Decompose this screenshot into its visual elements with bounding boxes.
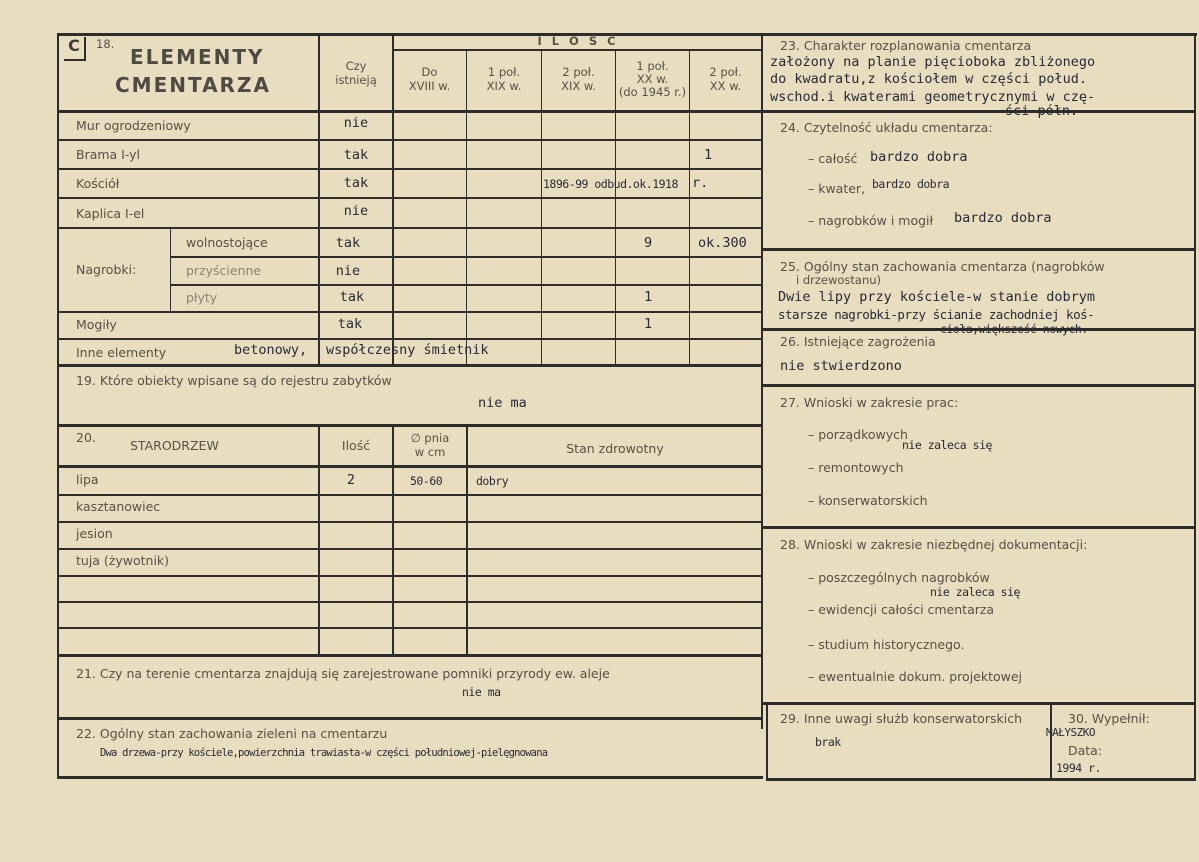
sec20-top-line — [57, 424, 762, 427]
center-divider — [761, 33, 763, 729]
sec20-col-diam-l1: ∅ pnia — [410, 431, 450, 445]
sec28-label: 28. Wnioski w zakresie niezbędnej dokumentacji: — [780, 537, 1088, 552]
sec28-item-4: – ewentualnie dokum. projektowej — [808, 669, 1023, 684]
sec23-line-2: do kwadratu,z kościołem w części połud. — [770, 71, 1087, 87]
sec30-label: 30. Wypełnił: — [1068, 711, 1150, 726]
sec29-label: 29. Inne uwagi służb konserwatorskich — [780, 711, 1022, 726]
row-wolno-exists: tak — [335, 235, 361, 251]
row-mogily-label: Mogiły — [76, 317, 117, 332]
tree-row-1-diam: 50-60 — [410, 474, 443, 488]
row-kosciol-p5: r. — [692, 175, 709, 191]
row-kosciol-exists: tak — [343, 175, 369, 191]
sec19-label: 19. Które obiekty wpisane są do rejestru zabytków — [76, 373, 392, 388]
row-przyscienne-label: przyścienne — [186, 263, 262, 278]
period-1-l2: XVIII w. — [408, 79, 451, 93]
sec30-name: MAŁYSZKO — [1046, 726, 1095, 739]
divider-period-2 — [541, 50, 542, 365]
sec20-col-count: Ilość — [341, 438, 371, 453]
sec22-top-line — [57, 717, 762, 720]
sec24-graves-value: bardzo dobra — [954, 210, 1052, 226]
sec20-row-line-2 — [57, 521, 762, 523]
row-plyty-p4: 1 — [644, 289, 653, 305]
row-przyscienne-exists: nie — [335, 263, 361, 279]
sec20-row-line-6 — [57, 627, 762, 629]
sec20-divider-name — [318, 425, 320, 655]
sec20-divider-diam — [466, 425, 468, 655]
sec25-line-2: starsze nagrobki-przy ścianie zachodniej koś- — [778, 307, 1095, 322]
sec23-line-1: założony na planie pięcioboka zbliżonego — [770, 54, 1096, 70]
sec26-value: nie stwierdzono — [780, 358, 902, 374]
row-line-6 — [170, 284, 762, 286]
sec28-value: nie zaleca się — [930, 585, 1020, 599]
sec27-item-1: – porządkowych — [808, 427, 908, 442]
period-4-l2: XX w. — [636, 72, 669, 86]
sec25-line-1: Dwie lipy przy kościele-w stanie dobrym — [778, 289, 1095, 305]
period-2-l1: 1 poł. — [487, 65, 521, 79]
exists-header-l2: istnieją — [335, 73, 377, 87]
row-line-5 — [170, 256, 762, 258]
sec28-item-3: – studium historycznego. — [808, 637, 965, 652]
sec24-top-line — [763, 110, 1196, 113]
period-5-l2: XX w. — [709, 79, 742, 93]
right-border — [1194, 33, 1196, 781]
sec29-left-border — [766, 702, 768, 780]
row-line-1 — [57, 139, 762, 141]
sec20-row-line-4 — [57, 575, 762, 577]
sec21-value: nie ma — [462, 685, 501, 699]
row-wolno-label: wolnostojące — [186, 235, 268, 250]
period-3-l1: 2 poł. — [562, 65, 595, 79]
sec23-line-3: wschod.i kwaterami geometrycznymi w czę- — [770, 89, 1096, 105]
sec20-header-line — [57, 465, 762, 468]
period-3-l2: XIX w. — [561, 79, 596, 93]
header-bottom-line — [57, 110, 762, 113]
quantity-underline — [392, 49, 762, 51]
divider-period-4 — [689, 50, 690, 365]
row-kaplica-exists: nie — [343, 203, 369, 219]
row-brama-exists: tak — [343, 147, 369, 163]
sec28-item-2: – ewidencji całości cmentarza — [808, 602, 995, 617]
quantity-header: I L O Ś Ć — [537, 34, 619, 48]
title-line-1: ELEMENTY — [130, 45, 265, 69]
sec23-line-4: ści półn. — [1005, 103, 1079, 119]
tree-row-3-name: jesion — [76, 526, 113, 541]
period-1-l1: Do — [421, 65, 438, 79]
sec28-top-line — [763, 526, 1196, 529]
sec30-date-label: Data: — [1068, 743, 1103, 758]
row-mur-exists: nie — [343, 115, 369, 131]
row-kosciol-p3: 1896-99 odbud.ok.1918 — [543, 177, 678, 191]
sec25-top-line — [763, 248, 1196, 251]
sec20-divider-count — [392, 425, 394, 655]
sec20-row-line-3 — [57, 548, 762, 550]
divider-nagrobki-sub — [170, 228, 171, 312]
sec24-quarters-label: – kwater, — [808, 181, 866, 196]
sec20-col-diam-l2: w cm — [414, 445, 446, 459]
sec25-label-2: i drzewostanu) — [796, 273, 882, 287]
row-line-4 — [57, 227, 762, 229]
sec22-label: 22. Ogólny stan zachowania zieleni na cmentarzu — [76, 726, 388, 741]
sec24-whole-label: – całość — [808, 151, 858, 166]
sec21-top-line — [57, 654, 762, 657]
tree-row-1-count: 2 — [346, 472, 356, 488]
sec21-label: 21. Czy na terenie cmentarza znajdują się zarejestrowane pomniki przyrody ew. aleje — [76, 666, 610, 681]
left-border — [57, 33, 59, 778]
sec27-item-3: – konserwatorskich — [808, 493, 928, 508]
sec20-row-line-5 — [57, 601, 762, 603]
divider-period-1 — [466, 50, 467, 365]
period-4-l3: (do 1945 r.) — [618, 85, 687, 99]
tree-row-4-name: tuja (żywotnik) — [76, 553, 170, 568]
row-kaplica-label: Kaplica I-el — [76, 206, 145, 221]
period-5-l1: 2 poł. — [709, 65, 742, 79]
sec26-label: 26. Istniejące zagrożenia — [780, 334, 936, 349]
sec22-value: Dwa drzewa-przy kościele,powierzchnia trawiasta-w części południowej-pielęgnowana — [100, 747, 548, 759]
row-inne-value-2: współczesny śmietnik — [326, 342, 489, 358]
sec27-item-1-value: nie zaleca się — [902, 438, 992, 452]
corner-letter-box: C — [64, 37, 86, 61]
row-line-2 — [57, 168, 762, 170]
sec20-col-health: Stan zdrowotny — [566, 441, 664, 456]
row-inne-label: Inne elementy — [76, 345, 167, 360]
bottom-border-left — [57, 776, 763, 779]
sec30-date-value: 1994 r. — [1056, 761, 1101, 775]
row-kosciol-label: Kościół — [76, 176, 120, 191]
nagrobki-label: Nagrobki: — [76, 262, 137, 277]
sec24-label: 24. Czytelność układu cmentarza: — [780, 120, 993, 135]
sec30-divider — [1050, 702, 1052, 780]
sec24-quarters-value: bardzo dobra — [872, 177, 950, 191]
row-plyty-exists: tak — [339, 289, 365, 305]
sec19-value: nie ma — [478, 395, 527, 411]
row-brama-label: Brama I-yl — [76, 147, 141, 162]
sec27-label: 27. Wnioski w zakresie prac: — [780, 395, 959, 410]
sec27-top-line — [763, 384, 1196, 387]
tree-row-1-name: lipa — [76, 472, 99, 487]
section-18-number: 18. — [96, 37, 115, 51]
row-mur-label: Mur ogrodzeniowy — [76, 118, 191, 133]
sec23-label: 23. Charakter rozplanowania cmentarza — [780, 38, 1032, 53]
sec20-row-line-1 — [57, 494, 762, 496]
exists-header-l1: Czy — [345, 59, 367, 73]
bottom-border-right — [766, 778, 1196, 781]
row-line-3 — [57, 197, 762, 199]
row-wolno-p4: 9 — [644, 235, 653, 251]
tree-row-2-name: kasztanowiec — [76, 499, 161, 514]
sec24-graves-label: – nagrobków i mogił — [808, 213, 934, 228]
row-wolno-p5: ok.300 — [698, 235, 747, 251]
row-line-7 — [57, 311, 762, 313]
title-line-2: CMENTARZA — [115, 73, 271, 97]
top-border-right — [763, 33, 1197, 36]
row-mogily-exists: tak — [337, 316, 363, 332]
sec25-label-1: 25. Ogólny stan zachowania cmentarza (nagrobków — [780, 259, 1105, 274]
period-4-l1: 1 poł. — [636, 59, 669, 73]
row-line-8 — [57, 338, 762, 340]
row-mogily-p4: 1 — [644, 316, 653, 332]
row-inne-value-1: betonowy, — [234, 342, 308, 358]
sec20-number: 20. — [76, 430, 96, 445]
sec28-item-1: – poszczególnych nagrobków — [808, 570, 990, 585]
sec25-line-3: cioła,większość-nowych. — [940, 322, 1088, 336]
sec19-top-line — [57, 364, 762, 367]
row-plyty-label: płyty — [186, 290, 218, 305]
sec27-item-2: – remontowych — [808, 460, 904, 475]
sec20-title: STARODRZEW — [130, 438, 219, 453]
sec24-whole-value: bardzo dobra — [870, 149, 968, 165]
period-2-l2: XIX w. — [486, 79, 522, 93]
sec29-top-line — [763, 702, 1196, 705]
tree-row-1-health: dobry — [476, 474, 509, 488]
row-brama-p5: 1 — [704, 147, 713, 163]
sec29-value: brak — [815, 735, 841, 749]
